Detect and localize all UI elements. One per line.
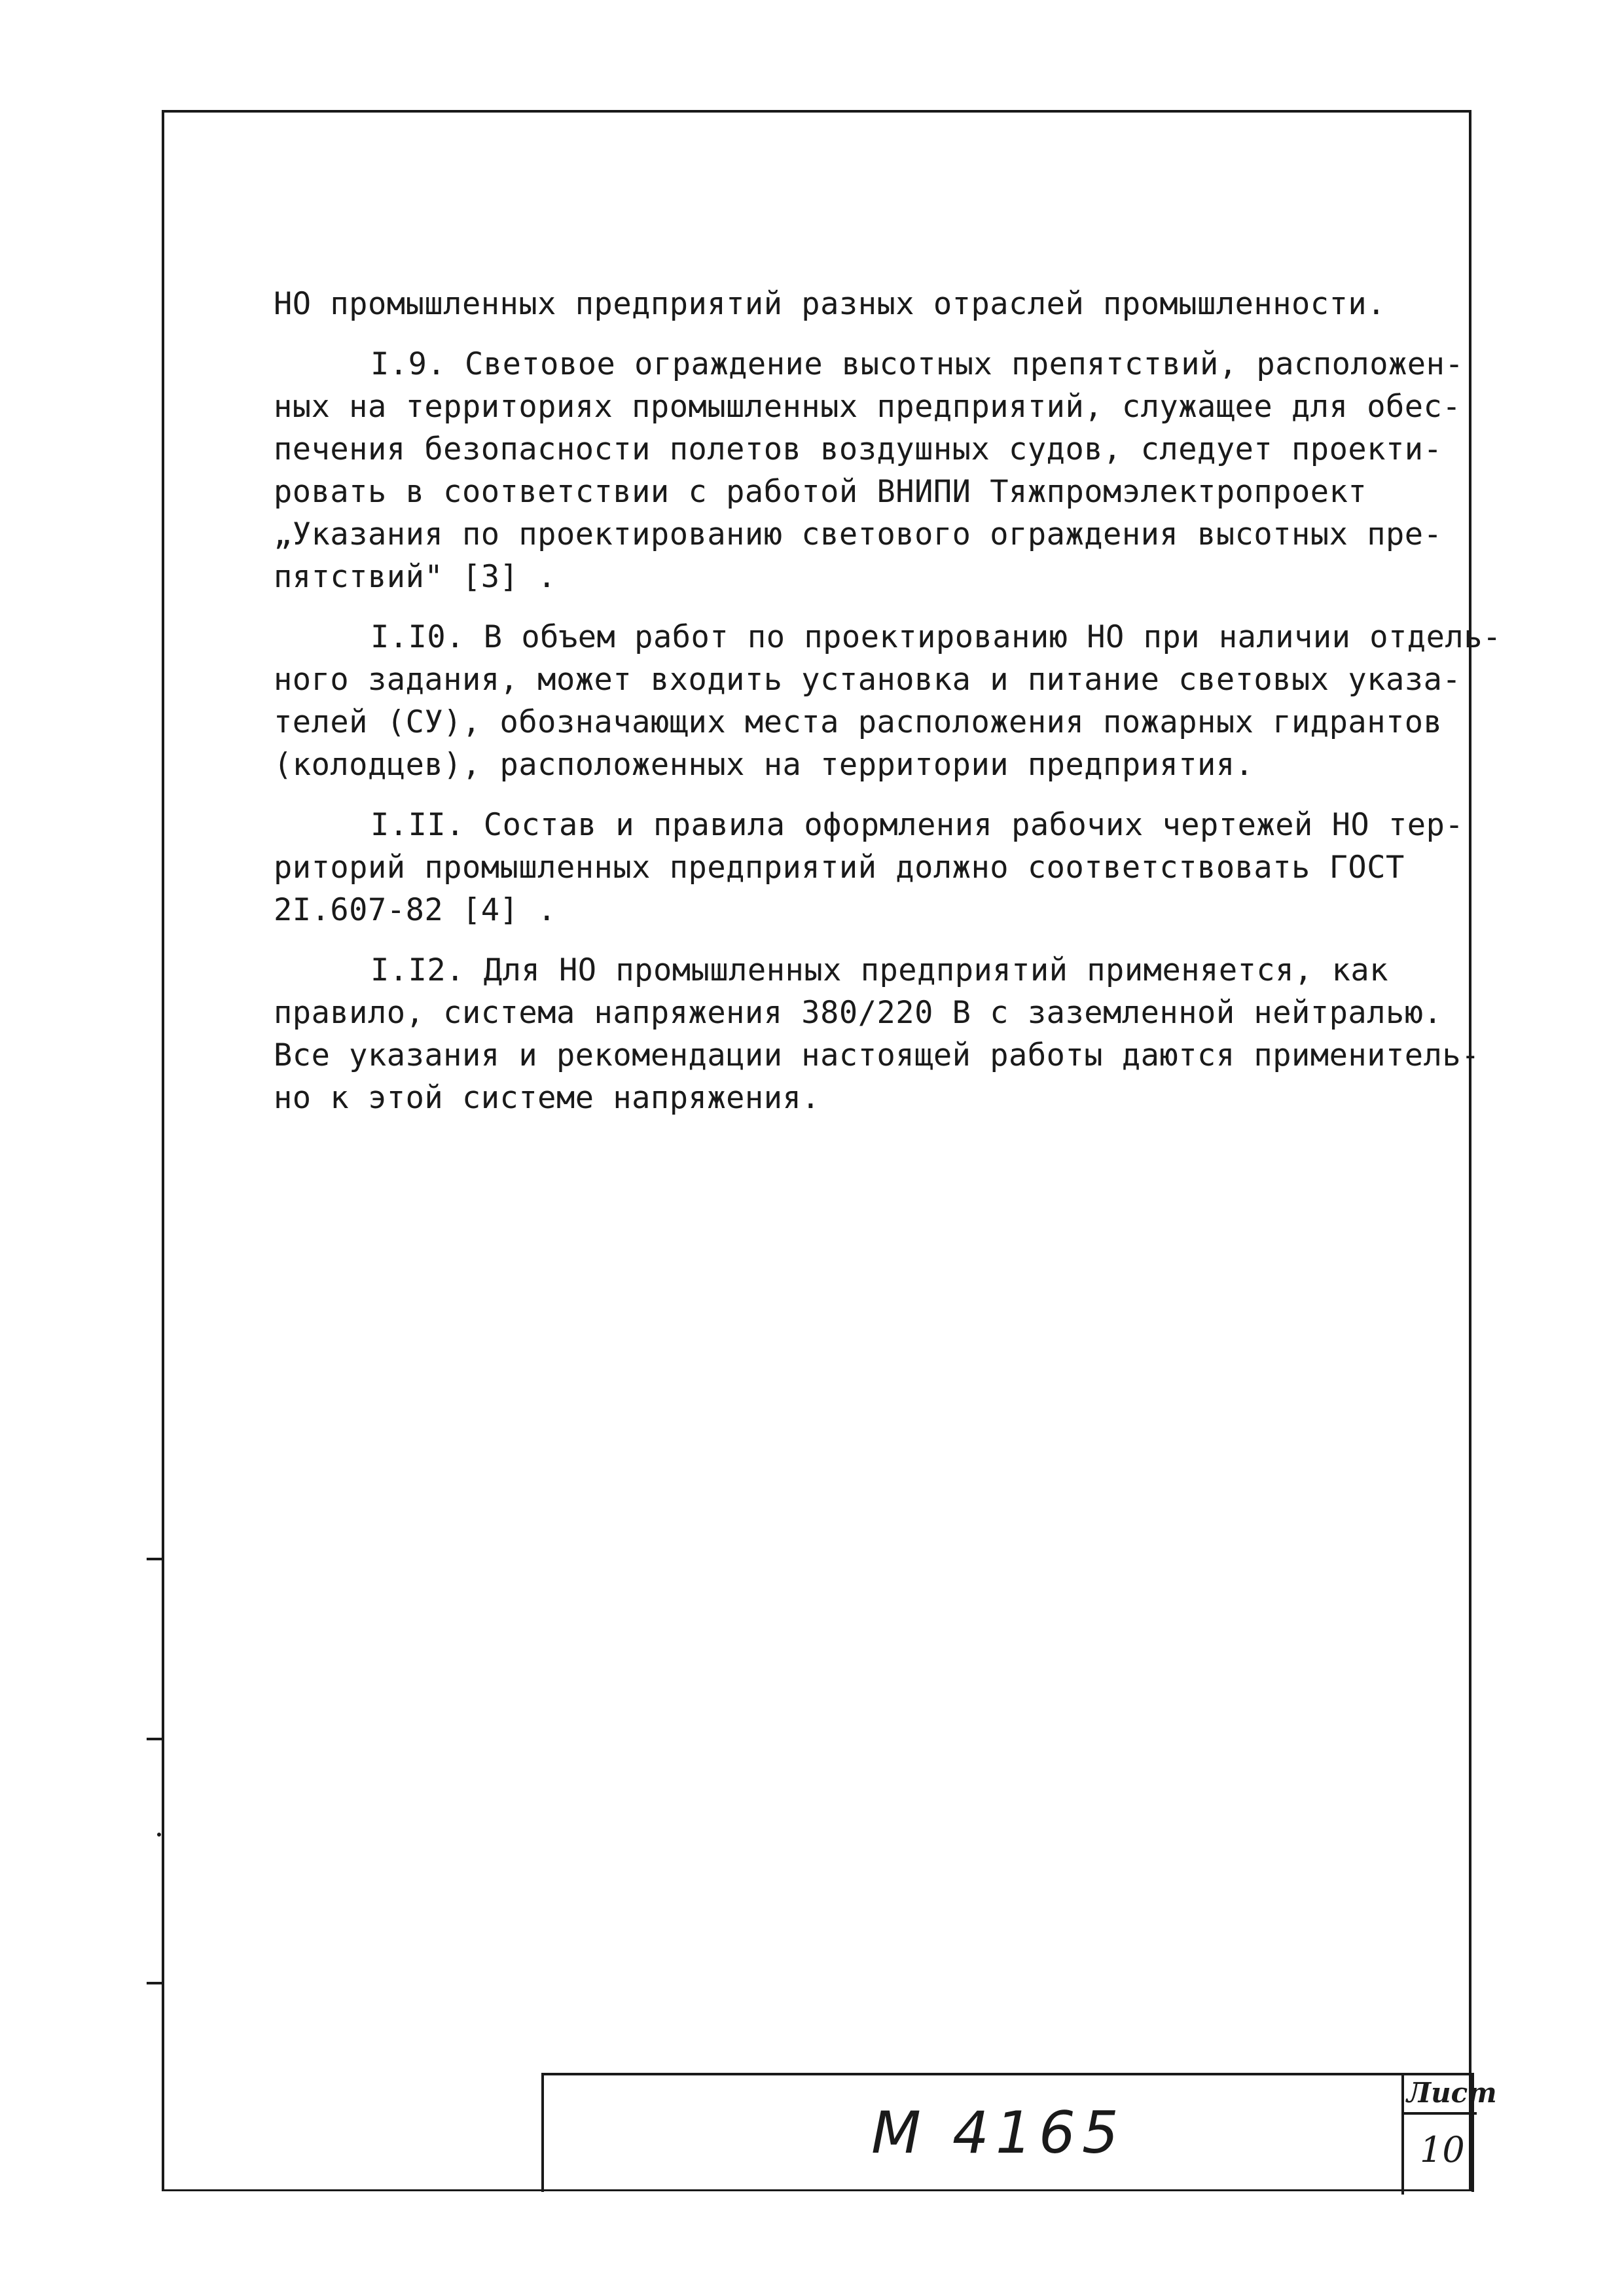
- text-line: ровать в соответствии с работой ВНИПИ Тяжпромэлектропроект: [274, 474, 1367, 510]
- text-line: „Указания по проектированию светового ограждения высотных пре-: [274, 516, 1443, 552]
- stamp-divider: [1401, 2075, 1404, 2195]
- text-line: ного задания, может входить установка и питание световых указа-: [274, 662, 1462, 698]
- text-line: телей (СУ), обозначающих места расположения пожарных гидрантов: [274, 704, 1443, 740]
- text-line: ных на территориях промышленных предприятий, служащее для обес-: [274, 389, 1462, 425]
- binding-mark: [147, 1738, 164, 1740]
- binding-mark: [147, 1982, 164, 1984]
- stamp-cell-divider: [1401, 2112, 1477, 2115]
- sheet-number: 10: [1420, 2129, 1465, 2170]
- text-line: 2I.607-82 [4] .: [274, 892, 556, 928]
- text-line: но к этой системе напряжения.: [274, 1080, 821, 1116]
- text-line: правило, система напряжения 380/220 В с заземленной нейтралью.: [274, 995, 1443, 1031]
- text-line: I.9. Световое ограждение высотных препятствий, расположен-: [370, 346, 1464, 382]
- sheet-label: Лист: [1407, 2077, 1497, 2109]
- text-line: пятствий" [3] .: [274, 559, 556, 595]
- text-line: риторий промышленных предприятий должно соответствовать ГОСТ: [274, 850, 1405, 886]
- text-line: (колодцев), расположенных на территории предприятия.: [274, 747, 1254, 783]
- text-line: I.I2. Для НО промышленных предприятий применяется, как: [370, 952, 1389, 988]
- text-line: НО промышленных предприятий разных отраслей промышленности.: [274, 286, 1386, 322]
- binding-mark: [147, 1558, 164, 1560]
- text-line: Все указания и рекомендации настоящей работы даются применитель-: [274, 1037, 1480, 1073]
- document-code: M 4165: [871, 2099, 1125, 2166]
- text-line: I.II. Состав и правила оформления рабочих чертежей НО тер-: [370, 807, 1464, 843]
- bottom-rule: [162, 2189, 1474, 2191]
- document-body: [274, 283, 1502, 1119]
- binding-dot: [157, 1833, 161, 1837]
- text-line: I.I0. В объем работ по проектированию НО при наличии отдель-: [370, 619, 1502, 655]
- text-line: печения безопасности полетов воздушных судов, следует проекти-: [274, 431, 1443, 467]
- title-block: [541, 2073, 1497, 2192]
